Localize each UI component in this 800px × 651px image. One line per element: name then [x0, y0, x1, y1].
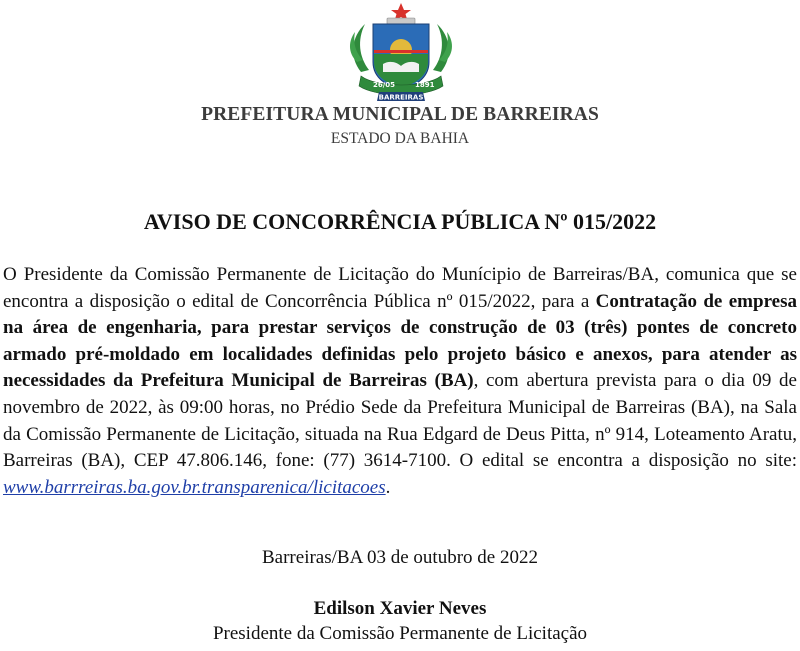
org-name: PREFEITURA MUNICIPAL DE BARREIRAS [201, 104, 599, 125]
crest-ribbon-text: BARREIRAS [378, 93, 424, 102]
notice-object: Contratação de empresa na área de engenharia, para prestar serviços de construção de 03 (três) pontes de concreto armado pré-moldado em localidades definidas pelo projeto básico e anexos, para atender as necessidades da Prefeitura Municipal de Barreiras (BA) [3, 290, 797, 392]
date-line: Barreiras/BA 03 de outubro de 2022 [262, 547, 538, 568]
signer-role: Presidente da Comissão Permanente de Licitação [212, 623, 588, 644]
signer-name: Edilson Xavier Neves [313, 598, 487, 619]
notice-body [3, 262, 797, 501]
notice-end: . [385, 476, 391, 498]
crest-founded-right: 1891 [415, 81, 435, 89]
notice-title: AVISO DE CONCORRÊNCIA PÚBLICA Nº 015/2022 [143, 209, 657, 234]
crest-founded-left: 26/05 [373, 81, 396, 89]
edital-link[interactable]: www.barrreiras.ba.gov.br.transparenica/licitacoes [3, 476, 386, 498]
notice-intro: O Presidente da Comissão Permanente de Licitação do Munícipio de Barreiras/BA, comunica que se encontra a disposição o edital de Concorrência Pública nº 015/2022, para a [3, 264, 797, 312]
municipal-coat-of-arms-icon [343, 2, 459, 104]
notice-details: , com abertura prevista para o dia 09 de novembro de 2022, às 09:00 horas, no Prédio Sede da Prefeitura Municipal de Barreiras (BA), na Sala da Comissão Permanente de Licitação, situada na Rua Edgard de Deus Pitta, nº 914, Loteamento Aratu, Barreiras (BA), CEP 47.806.146, fone: (77) 3614-7100. O edital se encontra a disposição no site: [3, 370, 797, 472]
org-state: ESTADO DA BAHIA [330, 130, 470, 147]
